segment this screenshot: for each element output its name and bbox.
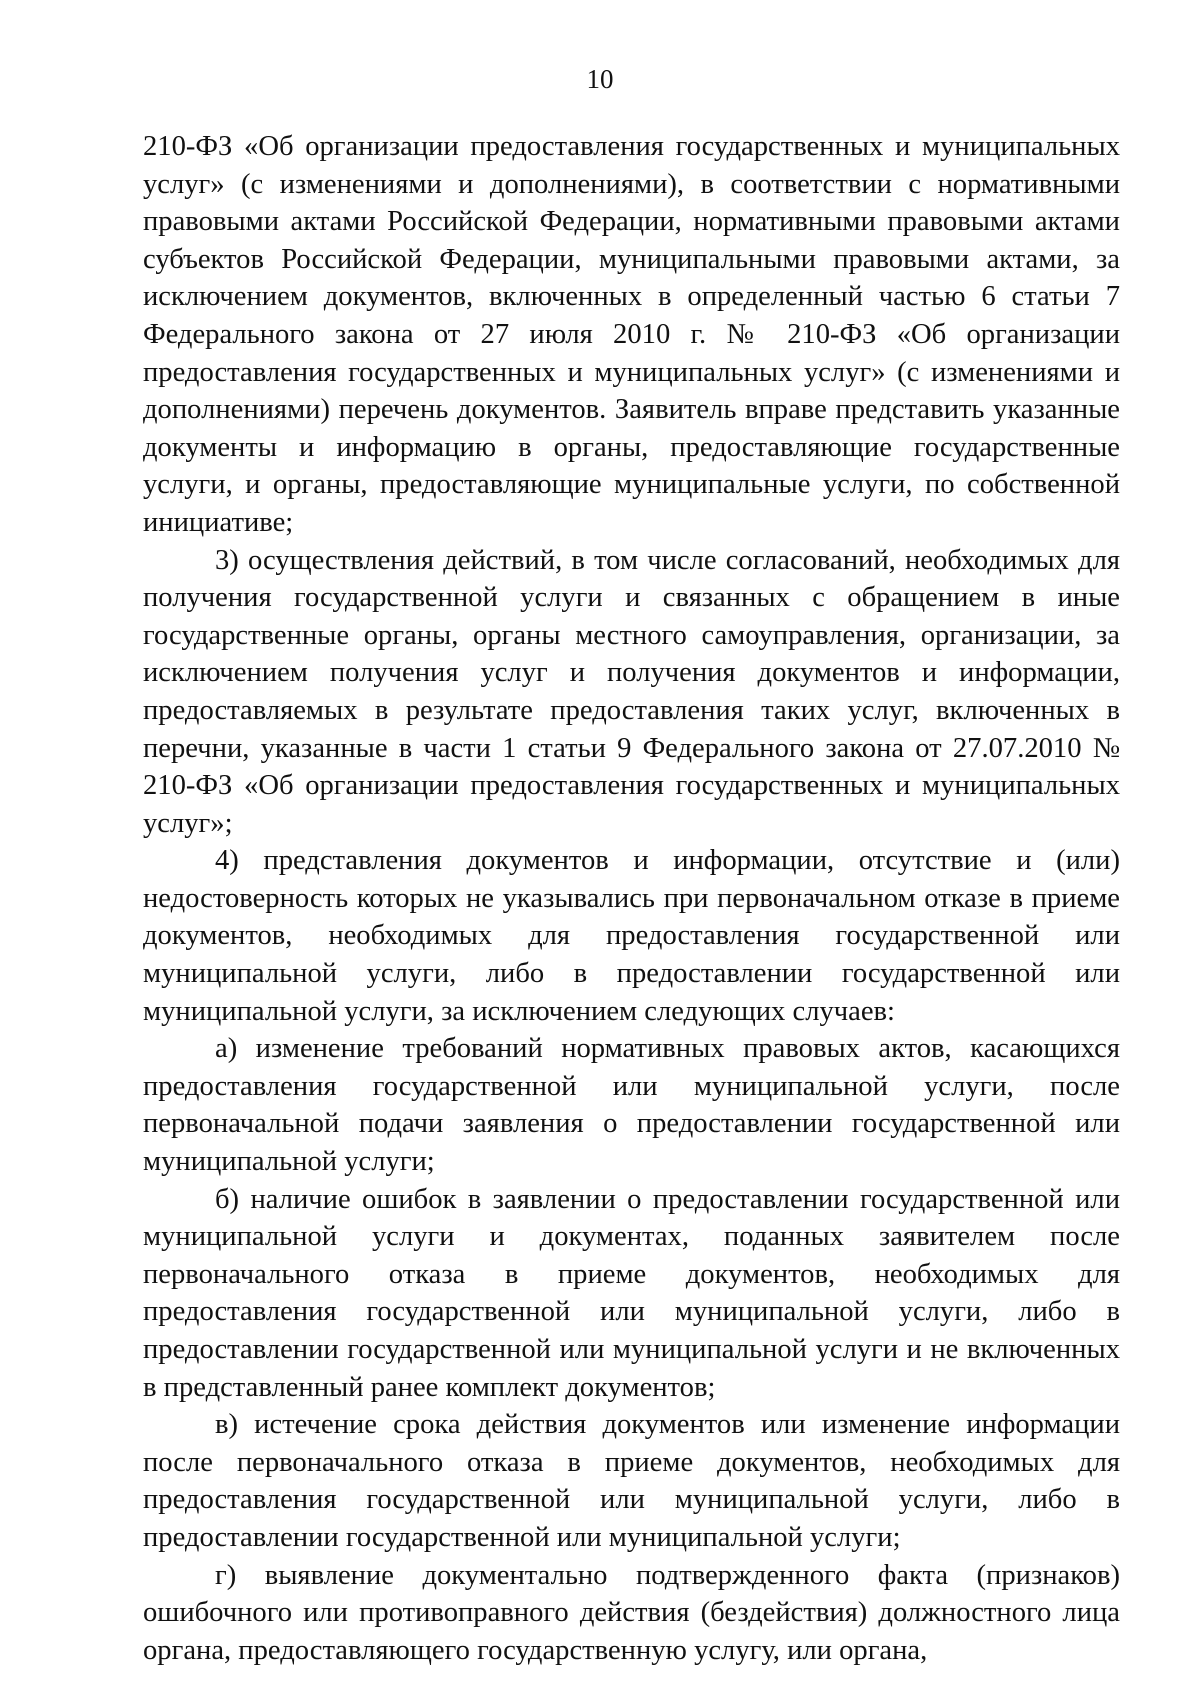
paragraph-subitem-b: б) наличие ошибок в заявлении о предоставлении государственной или муниципальной услуги и документах, поданных заявителем после первоначального отказа в приеме документов, необходимых для предоставления государственной или муниципальной услуги, либо в предоставлении государственной или муниципальной услуги и не включенных в представленный ранее комплект документов; <box>143 1183 1120 1403</box>
paragraph-item-3: 3) осуществления действий, в том числе согласований, необходимых для получения государственной услуги и связанных с обращением в иные государственные органы, органы местного самоуправления, организации, за исключением получения услуг и получения документов и информации, предоставляемых в результате предоставления таких услуг, включенных в перечни, указанные в части 1 статьи 9 Федерального закона от 27.07.2010 № 210-ФЗ «Об организации предоставления государственных и муниципальных услуг»; <box>143 544 1120 839</box>
paragraph-subitem-a: а) изменение требований нормативных правовых актов, касающихся предоставления государственной или муниципальной услуги, после первоначальной подачи заявления о предоставлении государственной или муниципальной услуги; <box>143 1033 1120 1178</box>
paragraph-subitem-g: г) выявление документально подтвержденного факта (признаков) ошибочного или противоправного действия (бездействия) должностного лица органа, предоставляющего государственную услугу, или органа, <box>143 1559 1120 1666</box>
document-body <box>143 128 1120 1669</box>
page-number: 10 <box>586 64 614 94</box>
paragraph-continuation: 210-ФЗ «Об организации предоставления государственных и муниципальных услуг» (с изменениями и дополнениями), в соответствии с нормативными правовыми актами Российской Федерации, нормативными правовыми актами субъектов Российской Федерации, муниципальными правовыми актами, за исключением документов, включенных в определенный частью 6 статьи 7 Федерального закона от 27 июля 2010 г. № 210-ФЗ «Об организации предоставления государственных и муниципальных услуг» (с изменениями и дополнениями) перечень документов. Заявитель вправе представить указанные документы и информацию в органы, предоставляющие государственные услуги, и органы, предоставляющие муниципальные услуги, по собственной инициативе; <box>143 131 1120 538</box>
paragraph-subitem-v: в) истечение срока действия документов или изменение информации после первоначального отказа в приеме документов, необходимых для предоставления государственной или муниципальной услуги, либо в предоставлении государственной или муниципальной услуги; <box>143 1409 1120 1553</box>
paragraph-item-4: 4) представления документов и информации, отсутствие и (или) недостоверность которых не указывались при первоначальном отказе в приеме документов, необходимых для предоставления государственной или муниципальной услуги, либо в предоставлении государственной или муниципальной услуги, за исключением следующих случаев: <box>143 845 1120 1027</box>
